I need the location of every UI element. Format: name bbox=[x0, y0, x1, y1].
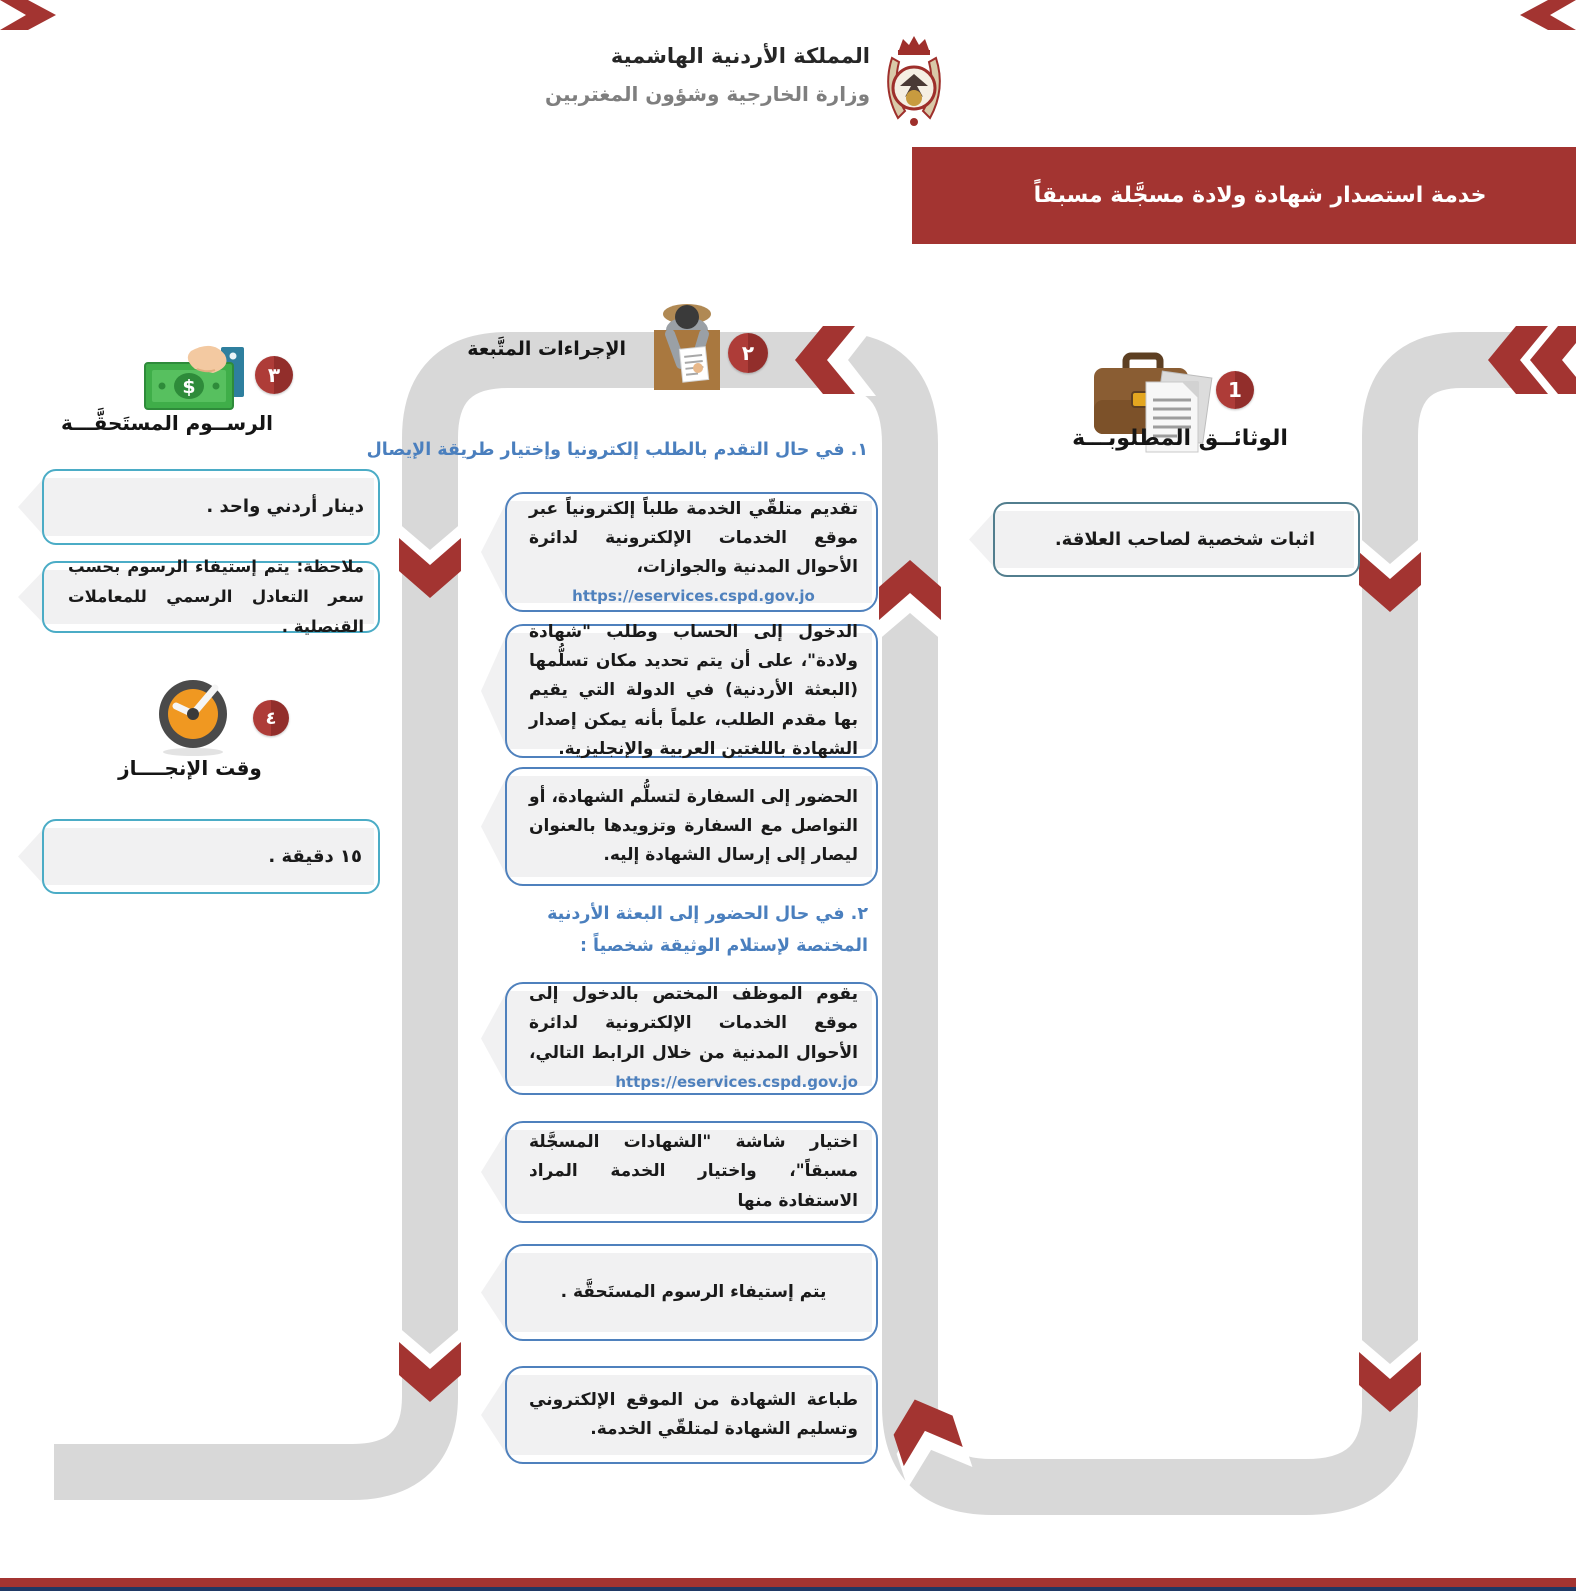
procedure-text: تقديم متلقّي الخدمة طلباً إلكترونياً عبر موقع الخدمات الإلكترونية لدائرة الأحوال المدنية والجوازات، bbox=[529, 498, 858, 577]
step3-number: ٣ bbox=[267, 363, 281, 387]
service-title: خدمة استصدار شهادة ولادة مسجَّلة مسبقاً bbox=[1033, 183, 1487, 208]
procedure-box-4 bbox=[505, 982, 878, 1095]
service-title-banner bbox=[912, 147, 1576, 244]
procedure-text: الدخول إلى الحساب وطلب "شهادة ولادة"، على أن يتم تحديد مكان تسلُّمها (البعثة الأردنية) في الدولة التي يقيم بها مقدم الطلب، علماً بأنه يمكن إصدار الشهادة باللغتين العربية والإنجليزية. bbox=[529, 621, 858, 759]
step1-label: الوثائــق المطلوبـــة bbox=[1072, 426, 1288, 451]
step2-label: الإجراءات المتَّبعة bbox=[467, 338, 626, 360]
step2-number: ٢ bbox=[741, 341, 755, 365]
cash-payment-icon bbox=[143, 343, 248, 413]
step1-number-badge bbox=[1216, 371, 1254, 409]
step4-number: ٤ bbox=[265, 707, 277, 729]
coat-of-arms-logo bbox=[878, 34, 950, 128]
corner-chevron-right bbox=[1520, 0, 1576, 30]
eservices-link[interactable]: https://eservices.cspd.gov.jo bbox=[615, 1072, 858, 1091]
step1-document-box bbox=[993, 502, 1360, 577]
step1-number: 1 bbox=[1228, 378, 1242, 402]
svg-text:$: $ bbox=[182, 376, 196, 398]
corner-chevron-left bbox=[0, 0, 56, 30]
procedure-text: اختيار شاشة "الشهادات المسجَّلة مسبقاً"، واختيار الخدمة المراد الاستفادة منها bbox=[529, 1132, 858, 1211]
procedure-box-6 bbox=[505, 1244, 878, 1341]
bottom-navy-bar bbox=[0, 1587, 1576, 1591]
step4-label: وقت الإنجــــاز bbox=[118, 756, 262, 780]
section2-heading: ٢. في حال الحضور إلى البعثة الأردنية المختصة لإستلام الوثيقة شخصياً : bbox=[547, 904, 868, 956]
clerk-at-desk-icon bbox=[648, 302, 726, 394]
procedure-text bbox=[529, 980, 858, 1097]
section1-heading: ١. في حال التقدم بالطلب إلكترونيا وإختيار طريقة الإيصال bbox=[366, 440, 868, 460]
procedure-text-part: يقوم الموظف المختص بالدخول إلى موقع الخدمات الإلكترونية لدائرة الأحوال المدنية من خلال الرابط التالي، bbox=[529, 984, 858, 1063]
procedure-box-1 bbox=[505, 492, 878, 612]
procedure-text: طباعة الشهادة من الموقع الإلكتروني وتسليم الشهادة لمتلقّي الخدمة. bbox=[529, 1389, 858, 1439]
fees-box bbox=[42, 469, 380, 545]
ministry-title: وزارة الخارجية وشؤون المغتربين bbox=[545, 82, 870, 106]
step1-box-text: اثبات شخصية لصاحب العلاقة. bbox=[1054, 528, 1315, 550]
procedure-text: يتم إستيفاء الرسوم المستَحقَّة . bbox=[560, 1281, 827, 1302]
kingdom-title: المملكة الأردنية الهاشمية bbox=[610, 44, 870, 68]
procedure-text: الحضور إلى السفارة لتسلُّم الشهادة، أو التواصل مع السفارة وتزويدها بالعنوان ليصار إلى إرسال الشهادة إليه. bbox=[529, 786, 858, 866]
fees-note-text: ملاحظة: يتم إستيفاء الرسوم بحسب سعر التعادل الرسمي للمعاملات القنصلية . bbox=[68, 557, 364, 636]
completion-time-text: ١٥ دقيقة . bbox=[268, 845, 362, 867]
procedure-box-7 bbox=[505, 1366, 878, 1464]
clock-icon bbox=[155, 676, 231, 758]
procedure-box-3 bbox=[505, 767, 878, 886]
fees-note-box bbox=[42, 557, 380, 636]
step4-number-badge bbox=[253, 700, 289, 736]
procedure-box-5 bbox=[505, 1121, 878, 1223]
eservices-link[interactable]: https://eservices.cspd.gov.jo bbox=[572, 587, 815, 606]
step3-number-badge bbox=[255, 356, 293, 394]
step3-label: الرســوم المستَحقَّـــة bbox=[60, 411, 273, 435]
step2-number-badge bbox=[728, 333, 768, 373]
completion-time-box bbox=[42, 819, 380, 894]
fees-text: دينار أردني واحد . bbox=[206, 496, 364, 518]
bottom-red-bar bbox=[0, 1578, 1576, 1587]
procedure-box-2 bbox=[505, 621, 878, 759]
